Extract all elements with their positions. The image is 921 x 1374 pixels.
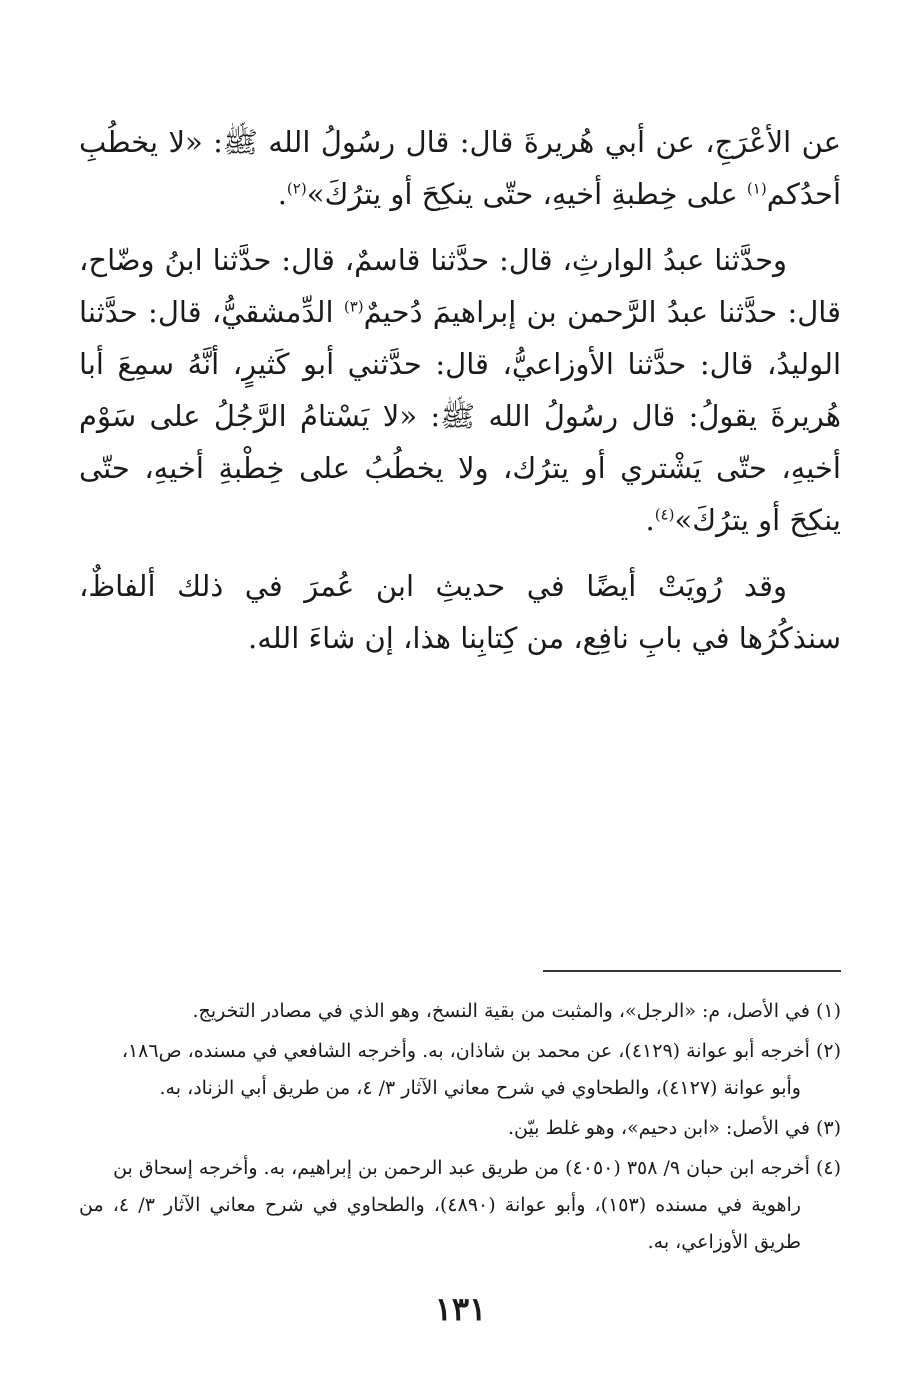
paragraph-hadith-2 <box>79 234 841 546</box>
footnote-4 <box>79 1150 841 1261</box>
footnote-text: في الأصل، م: «الرجل»، والمثبت من بقية النسخ، وهو الذي في مصادر التخريج. <box>192 1000 810 1022</box>
footnote-1 <box>79 993 841 1030</box>
footnote-number: (٤) <box>815 1157 841 1179</box>
footnote-number: (١) <box>815 1000 841 1022</box>
footnote-number: (٢) <box>815 1040 841 1062</box>
footnote-3 <box>79 1110 841 1147</box>
footnote-number: (٣) <box>815 1117 841 1139</box>
footnote-reference[interactable]: (٣) <box>343 297 364 316</box>
footnote-2 <box>79 1033 841 1107</box>
paragraph-text: وحدَّثنا عبدُ الوارثِ، قال: حدَّثنا قاسمٌ، قال: حدَّثنا ابنُ وضّاح، قال: حدَّثنا عبدُ الرَّحمن بن إبراهيمَ دُحيمٌ <box>79 243 841 329</box>
footnote-text: في الأصل: «ابن دحيم»، وهو غلط بيّن. <box>507 1117 810 1139</box>
main-text <box>79 116 841 678</box>
page-number: ١٣١ <box>434 1290 487 1328</box>
footnotes <box>79 993 841 1264</box>
footnote-text: أخرجه أبو عوانة (٤١٢٩)، عن محمد بن شاذان، به. وأخرجه الشافعي في مسنده، ص١٨٦، <box>121 1040 810 1062</box>
paragraph-note: وقد رُويَتْ أيضًا في حديثِ ابن عُمرَ في ذلك ألفاظٌ، سنذكُرُها في بابِ نافِع، من كِتابِنا هذا، إن شاءَ الله. <box>79 569 841 655</box>
footnote-continuation: وأبو عوانة (٤١٢٧)، والطحاوي في شرح معاني الآثار ٣/ ٤، من طريق أبي الزناد، به. <box>159 1077 801 1099</box>
footnote-text: أخرجه ابن حبان ٩/ ٣٥٨ (٤٠٥٠) من طريق عبد الرحمن بن إبراهيم، به. وأخرجه إسحاق بن <box>113 1157 810 1179</box>
paragraph-text: الدِّمشقيُّ، قال: حدَّثنا الوليدُ، قال: حدَّثنا الأوزاعيُّ، قال: حدَّثني أبو كَثيرٍ، أنَّهُ سمِعَ أبا هُريرةَ يقولُ: قال رسُولُ الله ﷺ: «لا يَسْتامُ الرَّجُلُ على سَوْم أخيهِ، حتّى يَشْتري أو يترُك، ولا يخطُبُ على خِطْبةِ أخيهِ، حتّى ينكِحَ أو يترُكَ» <box>79 295 841 537</box>
paragraph-text: على خِطبةِ أخيهِ، حتّى ينكِحَ أو يترُكَ» <box>306 177 747 211</box>
footnote-separator <box>543 970 841 972</box>
footnote-continuation: راهوية في مسنده (١٥٣)، وأبو عوانة (٤٨٩٠)، والطحاوي في شرح معاني الآثار ٣/ ٤، من طريق الأوزاعي، به. <box>79 1194 801 1253</box>
footnote-reference[interactable]: (٢) <box>286 179 307 198</box>
footnote-reference[interactable]: (٤) <box>654 505 675 524</box>
footnote-reference[interactable]: (١) <box>746 179 767 198</box>
paragraph-text: عن الأعْرَجِ، عن أبي هُريرةَ قال: قال رسُولُ الله ﷺ: «لا يخطُبِ أحدُكم <box>79 125 841 211</box>
paragraph-text: . <box>645 503 655 537</box>
paragraph-text: . <box>277 177 287 211</box>
paragraph-hadith-1 <box>79 116 841 220</box>
